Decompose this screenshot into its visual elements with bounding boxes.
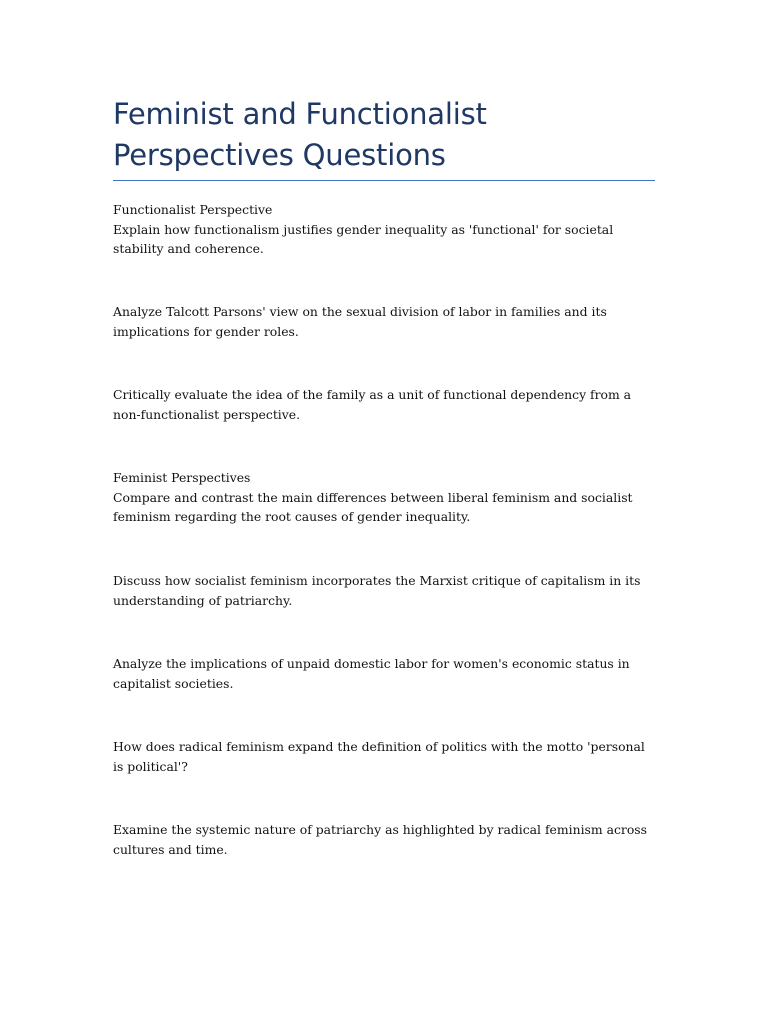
- question-block-2: [113, 302, 658, 341]
- question-block-1: [113, 200, 658, 259]
- question-text: Critically evaluate the idea of the family as a unit of functional dependency from a non-functionalist perspective.: [113, 387, 632, 422]
- question-block-4: [113, 468, 658, 527]
- document-title: Feminist and Functionalist Perspectives Questions: [113, 97, 487, 172]
- question-block-3: [113, 385, 658, 424]
- question-text: Examine the systemic nature of patriarchy as highlighted by radical feminism across cultures and time.: [113, 822, 648, 857]
- question-text: Analyze the implications of unpaid domestic labor for women's economic status in capitalist societies.: [113, 656, 630, 691]
- title-underline: [113, 180, 655, 181]
- question-block-5: [113, 571, 658, 610]
- question-text: Analyze Talcott Parsons' view on the sexual division of labor in families and its implications for gender roles.: [113, 304, 607, 339]
- question-block-6: [113, 654, 658, 693]
- section-heading-feminist: Feminist Perspectives: [113, 470, 251, 485]
- question-block-8: [113, 820, 658, 859]
- question-text: How does radical feminism expand the definition of politics with the motto 'personal is political'?: [113, 739, 645, 774]
- question-text: Compare and contrast the main differences between liberal feminism and socialist feminism regarding the root causes of gender inequality.: [113, 489, 633, 524]
- question-block-7: [113, 737, 658, 776]
- question-text: Explain how functionalism justifies gender inequality as 'functional' for societal stability and coherence.: [113, 221, 614, 256]
- section-heading-functionalist: Functionalist Perspective: [113, 202, 273, 217]
- question-text: Discuss how socialist feminism incorporates the Marxist critique of capitalism in its understanding of patriarchy.: [113, 573, 641, 608]
